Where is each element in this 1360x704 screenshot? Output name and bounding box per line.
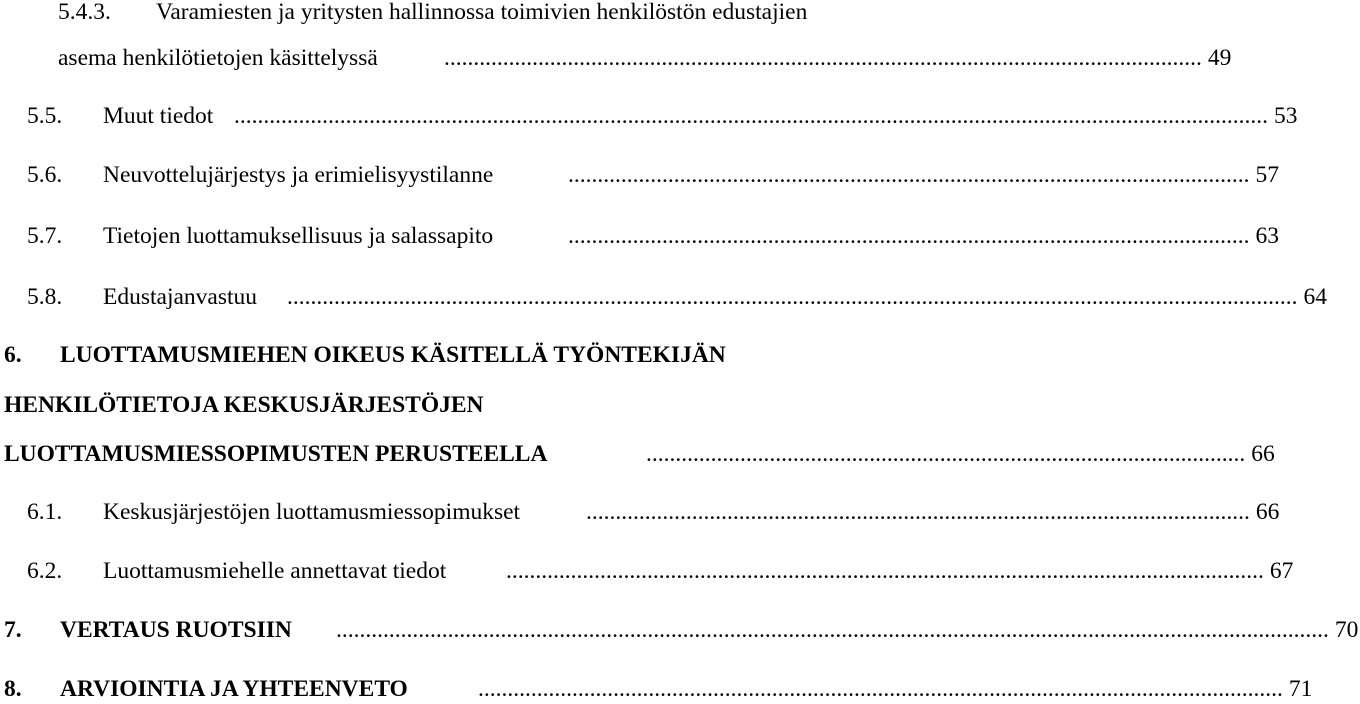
toc-entry-5-6[interactable] xyxy=(0,160,1279,190)
dot-leader: ............................................................................................................................................................................ xyxy=(287,284,1298,310)
toc-entry-5-4-3-line-2[interactable] xyxy=(0,43,1232,73)
toc-entry-title-continued: asema henkilötietojen käsittelyssä xyxy=(58,45,378,71)
toc-page-number: 66 xyxy=(1251,441,1275,467)
toc-leader xyxy=(336,615,1359,645)
toc-entry-title: Keskusjärjestöjen luottamusmiessopimukset xyxy=(103,499,521,525)
dot-leader: ................................................................................................................................................................................ xyxy=(234,103,1268,129)
toc-page-number: 66 xyxy=(1255,499,1280,525)
toc-entry-number: 5.4.3. xyxy=(58,0,111,25)
toc-page-number: 49 xyxy=(1207,45,1232,71)
toc-leader xyxy=(646,439,1275,469)
toc-entry-title: Tietojen luottamuksellisuus ja salassapito xyxy=(103,223,494,249)
toc-page-number: 53 xyxy=(1274,103,1298,129)
dot-leader: ...................................................................................................... xyxy=(646,441,1246,467)
toc-entry-title: VERTAUS RUOTSIIN xyxy=(60,617,292,643)
toc-leader xyxy=(444,43,1232,73)
toc-leader xyxy=(586,497,1280,527)
toc-page-number: 57 xyxy=(1255,162,1279,188)
toc-page-number: 63 xyxy=(1255,223,1279,249)
toc-entry-6-2[interactable] xyxy=(0,556,1294,586)
toc-entry-7[interactable] xyxy=(0,615,1359,645)
dot-leader: ................................................................................................................. xyxy=(586,499,1250,525)
toc-entry-number: 5.5. xyxy=(27,103,63,129)
dot-leader: ................................................................................................................................. xyxy=(506,558,1264,584)
toc-entry-5-8[interactable] xyxy=(0,282,1327,312)
toc-entry-number: 6.2. xyxy=(27,558,63,584)
dot-leader: .................................................................................................................... xyxy=(568,162,1250,188)
toc-entry-6-line-1 xyxy=(0,340,960,370)
toc-entry-title: Neuvottelujärjestys ja erimielisyystilanne xyxy=(103,162,494,188)
dot-leader: ......................................................................................................................................... xyxy=(478,676,1283,702)
toc-leader xyxy=(287,282,1327,312)
toc-entry-5-5[interactable] xyxy=(0,101,1298,131)
toc-leader xyxy=(234,101,1298,131)
toc-entry-title: Muut tiedot xyxy=(103,103,214,129)
toc-leader xyxy=(506,556,1294,586)
toc-entry-5-7[interactable] xyxy=(0,221,1279,251)
toc-page-number: 64 xyxy=(1303,284,1327,310)
toc-entry-number: 5.8. xyxy=(27,284,63,310)
toc-leader xyxy=(568,160,1279,190)
toc-entry-title-continued: HENKILÖTIETOJA KESKUSJÄRJESTÖJEN xyxy=(4,392,484,418)
dot-leader: ......................................................................................................................................................................... xyxy=(336,617,1329,643)
toc-entry-6-line-3[interactable] xyxy=(0,439,1275,469)
toc-entry-title: ARVIOINTIA JA YHTEENVETO xyxy=(60,676,408,702)
toc-entry-5-4-3-line-1 xyxy=(0,0,960,27)
toc-entry-6-1[interactable] xyxy=(0,497,1280,527)
toc-entry-title: Varamiesten ja yritysten hallinnossa toimivien henkilöstön edustajien xyxy=(156,0,808,25)
dot-leader: ................................................................................................................................. xyxy=(444,45,1202,71)
toc-entry-number: 8. xyxy=(4,676,22,702)
toc-leader xyxy=(478,674,1313,704)
toc-entry-number: 6. xyxy=(4,342,22,368)
toc-entry-title: LUOTTAMUSMIEHEN OIKEUS KÄSITELLÄ TYÖNTEKIJÄN xyxy=(60,342,726,368)
toc-page-number: 71 xyxy=(1288,676,1313,702)
toc-entry-title: Luottamusmiehelle annettavat tiedot xyxy=(103,558,447,584)
toc-page-number: 70 xyxy=(1334,617,1359,643)
toc-leader xyxy=(568,221,1279,251)
toc-entry-number: 5.7. xyxy=(27,223,63,249)
dot-leader: .................................................................................................................... xyxy=(568,223,1250,249)
toc-page-number: 67 xyxy=(1269,558,1294,584)
toc-entry-title: Edustajanvastuu xyxy=(103,284,258,310)
toc-entry-8[interactable] xyxy=(0,674,1313,704)
toc-entry-number: 6.1. xyxy=(27,499,63,525)
toc-entry-title-continued: LUOTTAMUSMIESSOPIMUSTEN PERUSTEELLA xyxy=(4,441,548,467)
toc-entry-number: 5.6. xyxy=(27,162,63,188)
toc-entry-number: 7. xyxy=(4,617,22,643)
toc-entry-6-line-2 xyxy=(0,390,960,420)
